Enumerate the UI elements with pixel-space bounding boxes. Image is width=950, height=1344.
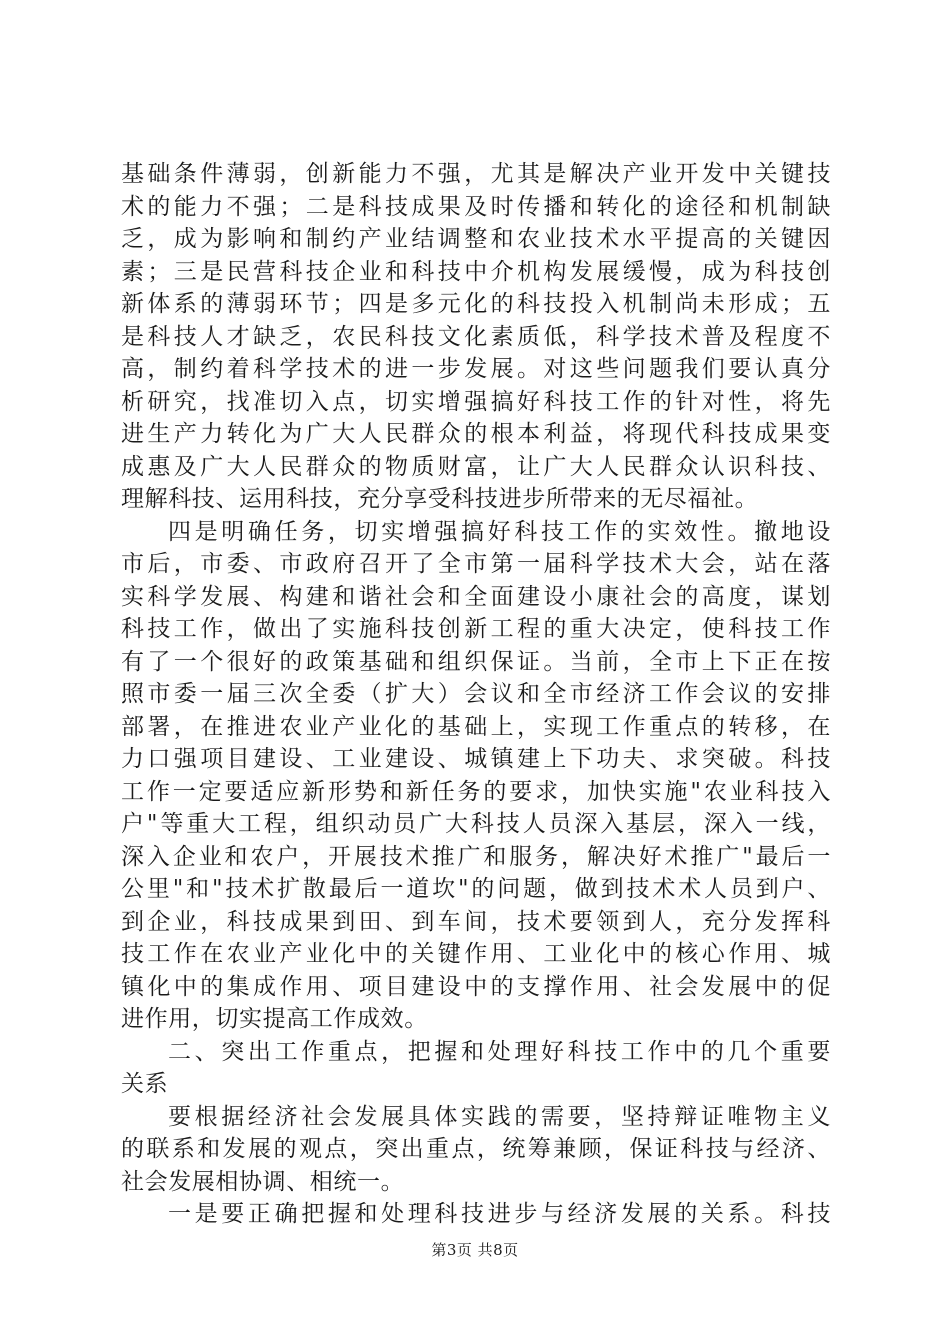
text-line: 技工作在农业产业化中的关键作用、工业化中的核心作用、城: [121, 941, 831, 967]
text-line: 镇化中的集成作用、项目建设中的支撑作用、社会发展中的促: [121, 973, 831, 1000]
text-line: 实科学发展、构建和谐社会和全面建设小康社会的高度，谋划: [121, 583, 831, 610]
paragraph-start-line: 四是明确任务，切实增强搞好科技工作的实效性。撤地设: [168, 518, 831, 545]
text-line: 析研究，找准切入点，切实增强搞好科技工作的针对性，将先: [121, 388, 831, 415]
text-line: 到企业，科技成果到田、到车间，技术要领到人，充分发挥科: [121, 908, 831, 935]
page-number: 第3页 共8页: [431, 1241, 519, 1259]
text-line: 力口强项目建设、工业建设、城镇建上下功夫、求突破。科技: [121, 746, 831, 772]
text-line: 市后，市委、市政府召开了全市第一届科学技术大会，站在落: [121, 551, 831, 577]
text-line: 新体系的薄弱环节；四是多元化的科技投入机制尚未形成；五: [121, 291, 831, 317]
text-line: 术的能力不强；二是科技成果及时传播和转化的途径和机制缺: [121, 193, 831, 220]
text-line: 素；三是民营科技企业和科技中介机构发展缓慢，成为科技创: [121, 258, 831, 285]
text-line: 理解科技、运用科技，充分享受科技进步所带来的无尽福祉。: [121, 486, 759, 512]
section-heading: 二、突出工作重点，把握和处理好科技工作中的几个重要: [168, 1038, 831, 1065]
body-text: [121, 158, 831, 1231]
text-line: 户"等重大工程，组织动员广大科技人员深入基层，深入一线，: [121, 811, 831, 837]
text-line: 照市委一届三次全委（扩大）会议和全市经济工作会议的安排: [121, 681, 831, 707]
text-line: 深入企业和农户，开展技术推广和服务，解决好术推广"最后一: [121, 843, 831, 870]
text-line: 高，制约着科学技术的进一步发展。对这些问题我们要认真分: [121, 356, 831, 382]
text-line: 是科技人才缺乏，农民科技文化素质低，科学技术普及程度不: [121, 323, 831, 350]
paragraph-start-line: 要根据经济社会发展具体实践的需要，坚持辩证唯物主义: [168, 1103, 831, 1130]
section-heading-continued: 关系: [121, 1071, 169, 1097]
text-line: 部署，在推进农业产业化的基础上，实现工作重点的转移，在: [121, 713, 831, 740]
text-line: 科技工作，做出了实施科技创新工程的重大决定，使科技工作: [121, 616, 831, 642]
text-line: 社会发展相协调、相统一。: [121, 1168, 405, 1195]
text-line: 工作一定要适应新形势和新任务的要求，加快实施"农业科技入: [121, 778, 831, 805]
text-line: 有了一个很好的政策基础和组织保证。当前，全市上下正在按: [121, 648, 831, 675]
text-line: 进作用，切实提高工作成效。: [121, 1006, 428, 1032]
paragraph-start-line: 一是要正确把握和处理科技进步与经济发展的关系。科技: [168, 1201, 831, 1227]
text-line: 进生产力转化为广大人民群众的根本利益，将现代科技成果变: [121, 421, 831, 447]
page-footer: [0, 1240, 950, 1260]
text-line: 公里"和"技术扩散最后一道坎"的问题，做到技术术人员到户、: [121, 876, 831, 902]
text-line: 成惠及广大人民群众的物质财富，让广大人民群众认识科技、: [121, 453, 831, 480]
text-line: 基础条件薄弱，创新能力不强，尤其是解决产业开发中关键技: [121, 161, 831, 187]
text-line: 乏，成为影响和制约产业结调整和农业技术水平提高的关键因: [121, 226, 831, 252]
text-line: 的联系和发展的观点，突出重点，统筹兼顾，保证科技与经济、: [121, 1136, 831, 1162]
